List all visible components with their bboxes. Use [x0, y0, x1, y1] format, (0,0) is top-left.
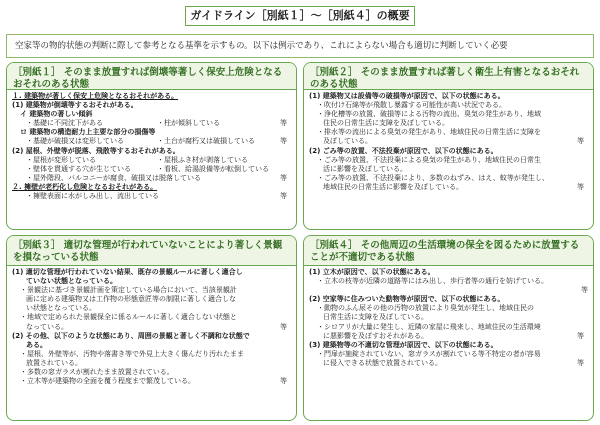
item-line: ・浄化槽等の放置、破損等による汚物の流出、臭気の発生があり、地域 [317, 110, 541, 119]
item-line: ・屋根が変形している ・屋根ふき材が剥落している [26, 155, 248, 164]
panel-body [304, 266, 593, 370]
item-line: 地域住民の日常生活に影響を及ぼしている。 等 [323, 182, 584, 191]
panel-header: ［別紙３］ 適切な管理が行われていないことにより著しく景観を損なっている状態 [7, 236, 296, 266]
item-line: ・基礎に不同沈下がある ・柱が傾斜している 等 [26, 119, 287, 128]
intro-text: 空家等の物的状態の判断に際して参考となる基準を示すもの。以下は例示であり、これによらない場合も適切に判断していく必要 [6, 34, 594, 58]
item-line: 放置されている。 [26, 358, 82, 367]
item-subheading: (1) 建築物が倒壊等するおそれがある。 [12, 101, 138, 110]
panel-bessi-3 [6, 235, 297, 421]
item-line: に侵入できる状態で放置されている。 等 [323, 358, 584, 367]
item-line: なっている。 等 [26, 322, 287, 331]
item-heading: ある。 [26, 340, 47, 349]
item-heading: (1) 適切な管理が行われていない結果、既存の景観ルールに著しく適合し [12, 268, 243, 276]
item-line: ・基礎が破損又は変形している ・土台が腐朽又は破損している 等 [26, 137, 287, 146]
item-line: ・屋外階段、バルコニーが腐食、破損又は脱落している 等 [26, 173, 287, 182]
panel-bessi-2 [303, 62, 594, 230]
item-etc: 等 [581, 286, 588, 295]
item-line: 活に影響を及ぼしている。 [323, 164, 407, 173]
item-line: ・シロアリが大量に発生し、近隣の家屋に飛来し、地域住民の生活環境 [317, 322, 541, 331]
item-heading: (2) 空家等に住みついた動物等が原因で、以下の状態にある。 [309, 295, 505, 304]
item-subheading: ロ 建築物の構造耐力上主要な部分の損傷等 [20, 128, 156, 137]
page-title: ガイドライン［別紙１］～［別紙４］の概要 [185, 6, 415, 26]
item-heading: (1) 立木が原因で、以下の状態にある。 [309, 268, 435, 276]
panel-header: ［別紙２］ そのまま放置すれば著しく衛生上有害となるおそれのある状態 [304, 63, 593, 90]
item-heading: ２. 擁壁が老朽化し危険となるおそれがある。 [12, 182, 158, 191]
item-heading: １. 建築物が著しく保安上危険となるおそれがある。 [12, 92, 179, 100]
item-heading: ていない状態となっている。 [26, 277, 117, 286]
panel-header: ［別紙１］ そのまま放置すれば倒壊等著しく保安上危険となるおそれのある状態 [7, 63, 296, 90]
item-line: ・擁壁表面に水がしみ出し、流出している 等 [26, 192, 287, 201]
item-heading: (1) 建築物又は設備等の破損等が原因で、以下の状態にある。 [309, 92, 505, 100]
item-heading: (3) 建築物等の不適切な管理が原因で、以下の状態にある。 [309, 340, 498, 349]
item-line: ・立木の枝等が近隣の道路等にはみ出し、歩行者等の通行を妨げている。 [317, 277, 548, 286]
item-line: に悪影響を及ぼすおそれがある。 等 [323, 331, 584, 340]
item-line: ・立木等が建築物の全面を覆う程度まで繁茂している。 等 [20, 377, 287, 386]
item-line: 及ぼしている。 等 [323, 137, 584, 146]
item-line: ・景観法に基づき景観計画を策定している場合において、当該景観計 [20, 286, 237, 295]
item-line: ・ごみ等の放置、不法投棄により、多数のねずみ、はえ、蚊等が発生し、 [317, 173, 549, 182]
item-line: ・地域で定められた景観保全に係るルールに著しく適合しない状態と [20, 313, 237, 322]
item-line: ・吹付け石綿等が飛散し暴露する可能性が高い状況である。 [317, 101, 506, 110]
item-line: ・多数の窓ガラスが割れたまま放置されている。 [20, 368, 174, 377]
item-line: 画に定める建築物又は工作物の形態意匠等の制限に著しく適合しな [26, 295, 236, 304]
panel-body [7, 266, 296, 388]
item-line: 住民の日常生活に支障を及ぼしている。 [323, 119, 449, 128]
item-line: 日常生活に支障を及ぼしている。 [323, 313, 428, 322]
item-line: ・動物のふん尿その他の汚物の放置により臭気が発生し、地域住民の [317, 304, 534, 313]
item-line: い状態となっている。 [26, 304, 96, 313]
panel-body [7, 90, 296, 203]
panel-bessi-4 [303, 235, 594, 421]
item-line: ・排水等の流出による臭気の発生があり、地域住民の日常生活に支障を [317, 128, 541, 137]
item-line: ・門扉が施錠されていない、窓ガラスが割れている等不特定の者が容易 [317, 349, 541, 358]
item-line: ・ごみ等の放置、不法投棄による臭気の発生があり、地域住民の日常生 [317, 155, 541, 164]
panel-bessi-1 [6, 62, 297, 230]
item-heading: (2) その他、以下のような状態にあり、周囲の景観と著しく不調和な状態で [12, 331, 250, 340]
panel-body [304, 90, 593, 194]
item-subheading: (2) 屋根、外壁等が脱落、飛散等するおそれがある。 [12, 146, 180, 155]
item-line: ・壁体を貫通する穴が生じている ・看板、給湯設備等が転倒している [26, 164, 269, 173]
item-subheading: イ 建築物の著しい傾斜 [20, 110, 93, 119]
panel-header: ［別紙４］ その他周辺の生活環境の保全を図るために放置することが不適切である状態 [304, 236, 593, 266]
item-heading: (2) ごみ等の放置、不法投棄が原因で、以下の状態にある。 [309, 146, 498, 155]
item-line: ・屋根、外壁等が、汚物や落書き等で外見上大きく傷んだり汚れたまま [20, 349, 244, 358]
